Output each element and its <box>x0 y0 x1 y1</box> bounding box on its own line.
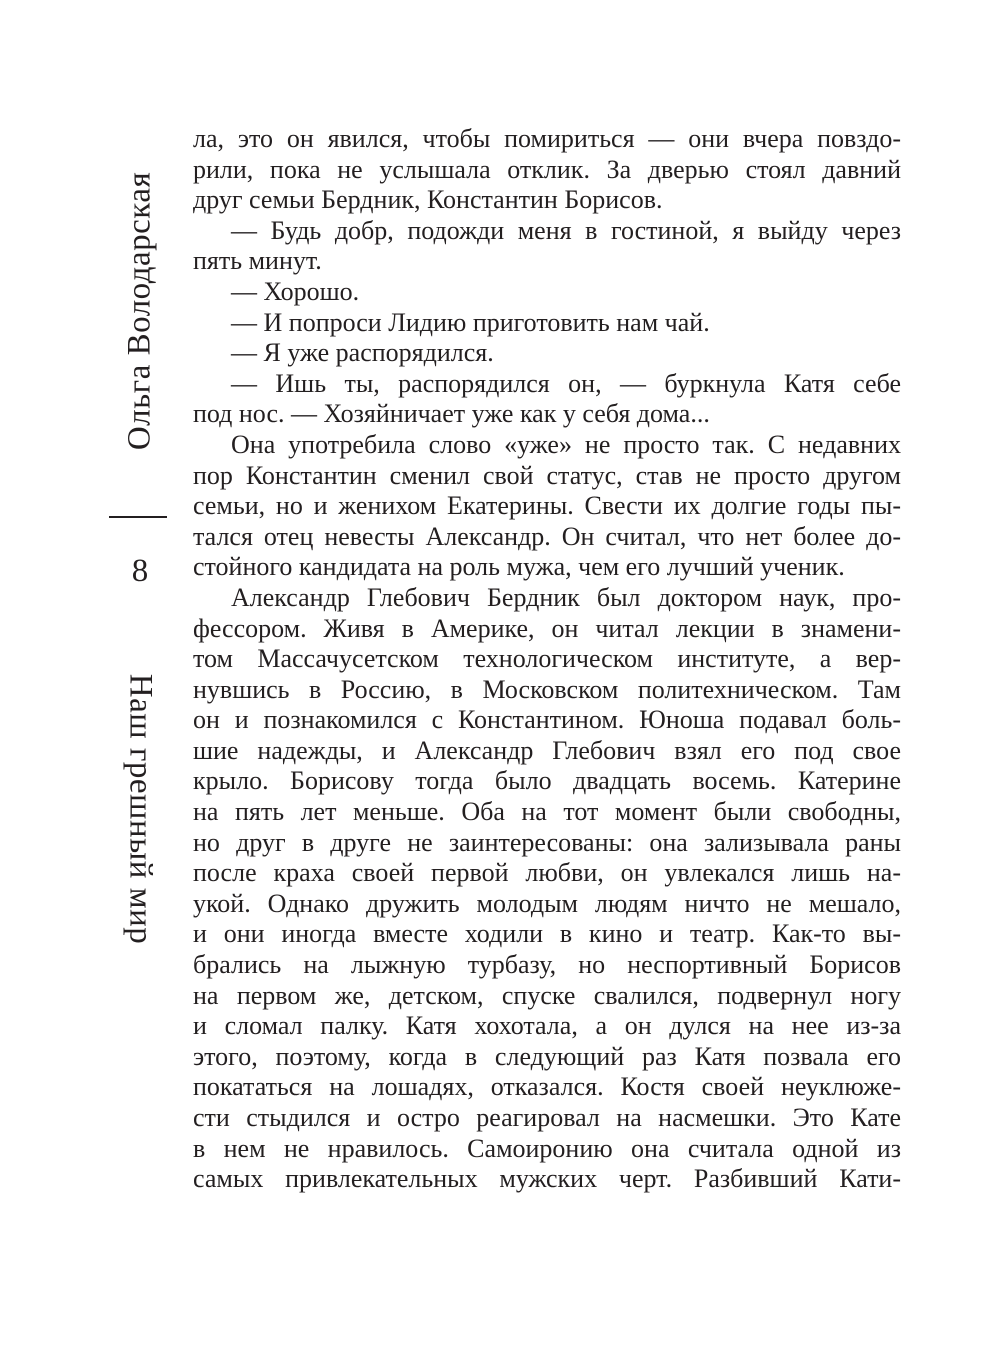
text-line: покататься на лошадях, отказался. Костя своей неуклюже- <box>193 1072 901 1102</box>
running-head <box>100 126 180 945</box>
body-text <box>193 124 901 1195</box>
text-line: шие надежды, и Александр Глебович взял его под свое <box>193 735 901 765</box>
text-line: крыло. Борисову тогда было двадцать восемь. Катерине <box>193 766 901 796</box>
text-line: ла, это он явился, чтобы помириться — они вчера повздо- <box>193 124 901 153</box>
text-line: самых привлекательных мужских черт. Разбивший Кати- <box>193 1164 901 1194</box>
text-line: — Ишь ты, распорядился он, — буркнула Катя себе <box>231 368 901 398</box>
running-head-author <box>100 126 180 496</box>
text-line: фессором. Живя в Америке, он читал лекции в знамени- <box>193 613 901 643</box>
text-line: после краха своей первой любви, он увлекался лишь на- <box>193 858 901 888</box>
running-head-divider <box>109 516 167 518</box>
author-name: Ольга Володарская <box>121 171 158 451</box>
book-title: Наш грешный мир <box>122 673 159 945</box>
text-line: Она употребила слово «уже» не просто так. С недавних <box>231 429 901 459</box>
text-line: и они иногда вместе ходили в кино и театр. Как-то вы- <box>193 919 901 949</box>
text-line: брались на лыжную турбазу, но неспортивный Борисов <box>193 950 901 980</box>
text-line: сти стыдился и остро реагировал на насмешки. Это Кате <box>193 1103 901 1132</box>
text-line: пор Константин сменил свой статус, став не просто другом <box>193 460 901 490</box>
text-line: в нем не нравилось. Самоиронию она считала одной из <box>193 1133 901 1163</box>
text-line: укой. Однако дружить молодым людям ничто не мешало, <box>193 888 901 918</box>
running-head-title <box>100 631 180 1031</box>
text-line: семьи, но и женихом Екатерины. Свести их долгие годы пы- <box>193 491 901 521</box>
text-line: нувшись в Россию, в Московском политехническом. Там <box>193 674 901 704</box>
text-line: — И попроси Лидию приготовить нам чай. <box>231 307 710 337</box>
text-line: и сломал палку. Катя хохотала, а он дулся на нее из-за <box>193 1011 901 1041</box>
text-line: тался отец невесты Александр. Он считал, что нет более до- <box>193 521 901 551</box>
text-line: рили, пока не услышала отклик. За дверью стоял давний <box>193 154 901 184</box>
text-line: стойного кандидата на роль мужа, чем его лучший ученик. <box>193 552 845 582</box>
page-number: 8 <box>131 553 149 589</box>
text-line: он и познакомился с Константином. Юноша подавал боль- <box>193 705 901 735</box>
text-line: Александр Глебович Бердник был доктором наук, про- <box>231 582 901 612</box>
text-line: — Хорошо. <box>231 276 360 306</box>
text-line: пять минут. <box>193 246 322 276</box>
text-line: на пять лет меньше. Оба на тот момент были свободны, <box>193 797 901 827</box>
text-line: друг семьи Бердник, Константин Борисов. <box>193 185 663 215</box>
text-line: — Будь добр, подожди меня в гостиной, я выйду через <box>231 215 901 245</box>
text-line: этого, поэтому, когда в следующий раз Катя позвала его <box>193 1041 901 1071</box>
text-line: но друг в друге не заинтересованы: она зализывала раны <box>193 827 901 857</box>
text-line: на первом же, детском, спуске свалился, подвернул ногу <box>193 980 901 1010</box>
text-line: том Массачусетском технологическом институте, а вер- <box>193 644 901 674</box>
text-line: под нос. — Хозяйничает уже как у себя дома... <box>193 399 710 429</box>
text-line: — Я уже распорядился. <box>231 338 494 368</box>
